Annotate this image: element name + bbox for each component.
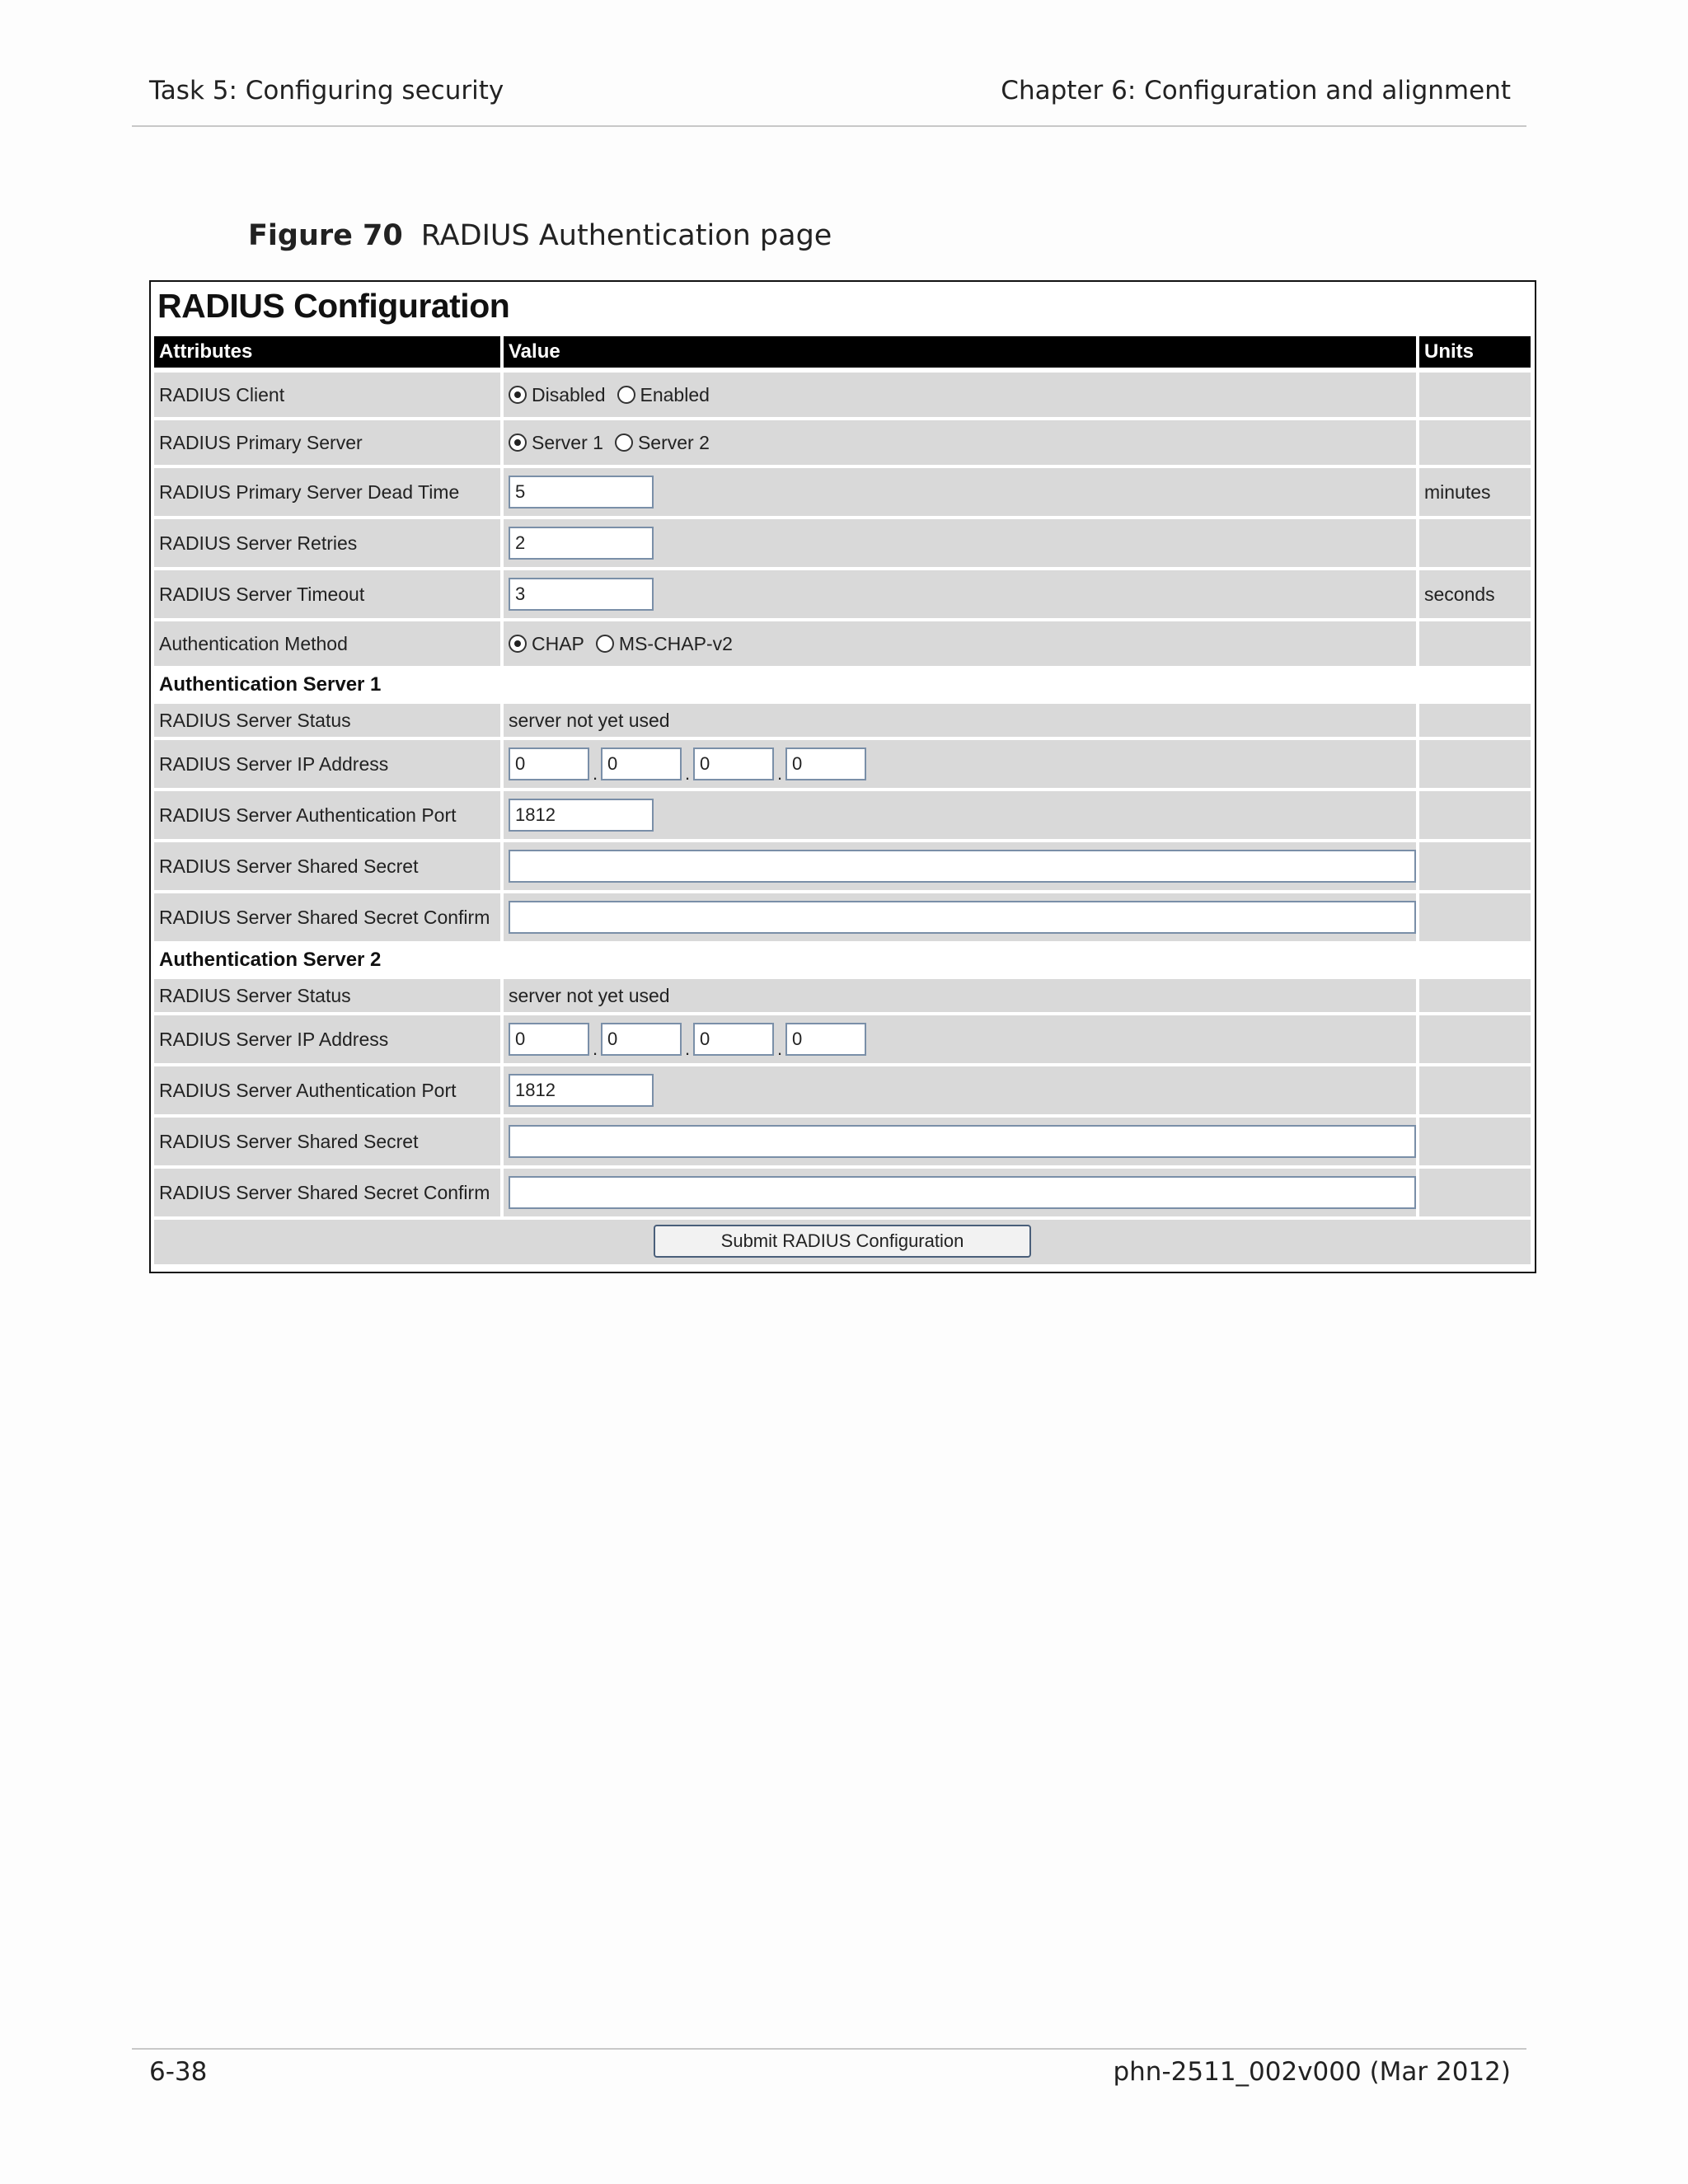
value-cell — [504, 1066, 1416, 1114]
ip-dot: . — [592, 1038, 598, 1059]
row-s1-ip — [154, 740, 1531, 788]
unit-cell — [1419, 1169, 1531, 1216]
attr-label: RADIUS Server IP Address — [154, 740, 500, 788]
col-units: Units — [1419, 336, 1531, 368]
value-cell — [504, 420, 1416, 465]
ip-dot: . — [684, 763, 691, 784]
figure-number: Figure 70 — [248, 219, 403, 252]
attr-label: RADIUS Primary Server Dead Time — [154, 468, 500, 516]
status-value: server not yet used — [504, 979, 1416, 1012]
attr-label: RADIUS Server Authentication Port — [154, 791, 500, 839]
radio-label: Disabled — [532, 383, 606, 405]
row-s1-port — [154, 791, 1531, 839]
unit-cell — [1419, 979, 1531, 1012]
attr-label: RADIUS Server Shared Secret Confirm — [154, 893, 500, 941]
row-timeout — [154, 570, 1531, 618]
unit-cell — [1419, 1118, 1531, 1165]
page-number: 6-38 — [149, 2057, 208, 2087]
section-server-1 — [154, 669, 1531, 701]
table-header-row — [154, 336, 1531, 368]
ip-dot: . — [684, 1038, 691, 1059]
value-cell — [504, 1169, 1416, 1216]
dead-time-input[interactable]: 5 — [509, 476, 654, 509]
shared-secret-input[interactable] — [509, 850, 1416, 883]
ip-octet-2[interactable]: 0 — [601, 1023, 682, 1056]
unit-cell — [1419, 1015, 1531, 1063]
unit-label: seconds — [1419, 570, 1531, 618]
ip-dot: . — [776, 763, 783, 784]
attr-label: RADIUS Client — [154, 373, 500, 417]
row-s1-confirm — [154, 893, 1531, 941]
footer-rule — [132, 2048, 1526, 2050]
attr-label: RADIUS Server Shared Secret — [154, 842, 500, 890]
ip-octet-1[interactable]: 0 — [509, 1023, 589, 1056]
panel-title: RADIUS Configuration — [157, 287, 510, 325]
radio-empty-icon[interactable] — [617, 386, 635, 404]
page-header-chapter: Chapter 6: Configuration and alignment — [1001, 76, 1511, 105]
row-s2-port — [154, 1066, 1531, 1114]
row-s2-confirm — [154, 1169, 1531, 1216]
row-dead-time — [154, 468, 1531, 516]
attr-label: RADIUS Server Shared Secret Confirm — [154, 1169, 500, 1216]
radio-chap[interactable] — [509, 633, 584, 655]
row-s1-secret — [154, 842, 1531, 890]
figure-title: RADIUS Authentication page — [420, 219, 832, 252]
value-cell — [504, 740, 1416, 788]
ip-dot: . — [776, 1038, 783, 1059]
radio-label: Enabled — [640, 383, 710, 405]
radio-label: MS-CHAP-v2 — [618, 632, 733, 654]
section-heading: Authentication Server 1 — [159, 669, 381, 701]
shared-secret-input[interactable] — [509, 1125, 1416, 1158]
auth-port-input[interactable]: 1812 — [509, 1074, 654, 1107]
unit-cell — [1419, 740, 1531, 788]
unit-cell — [1419, 373, 1531, 417]
timeout-input[interactable]: 3 — [509, 578, 654, 611]
unit-cell — [1419, 1066, 1531, 1114]
status-value: server not yet used — [504, 704, 1416, 737]
radio-ms-chap-v2[interactable] — [596, 633, 733, 655]
radio-empty-icon[interactable] — [596, 635, 614, 653]
attr-label: RADIUS Server Retries — [154, 519, 500, 567]
value-cell — [504, 468, 1416, 516]
unit-cell — [1419, 420, 1531, 465]
header-rule — [132, 125, 1526, 127]
figure-caption — [248, 219, 832, 252]
attr-label: RADIUS Server Timeout — [154, 570, 500, 618]
value-cell — [504, 1118, 1416, 1165]
value-cell — [504, 842, 1416, 890]
ip-dot: . — [592, 763, 598, 784]
ip-octet-3[interactable]: 0 — [693, 748, 774, 780]
row-radius-client — [154, 373, 1531, 417]
radio-selected-icon[interactable] — [509, 434, 527, 452]
unit-cell — [1419, 621, 1531, 666]
page-header-section: Task 5: Configuring security — [149, 76, 504, 105]
radio-label: Server 1 — [532, 431, 603, 453]
col-value: Value — [504, 336, 1416, 368]
submit-radius-button[interactable]: Submit RADIUS Configuration — [654, 1225, 1031, 1258]
section-server-2 — [154, 944, 1531, 976]
radio-selected-icon[interactable] — [509, 635, 527, 653]
document-id: phn-2511_002v000 (Mar 2012) — [1113, 2057, 1511, 2087]
page-header — [149, 76, 1511, 114]
ip-octet-3[interactable]: 0 — [693, 1023, 774, 1056]
retries-input[interactable]: 2 — [509, 527, 654, 560]
row-auth-method — [154, 621, 1531, 666]
attr-label: RADIUS Server Status — [154, 979, 500, 1012]
attr-label: RADIUS Server Authentication Port — [154, 1066, 500, 1114]
radio-empty-icon[interactable] — [615, 434, 633, 452]
shared-secret-confirm-input[interactable] — [509, 901, 1416, 934]
unit-cell — [1419, 893, 1531, 941]
ip-octet-4[interactable]: 0 — [785, 1023, 866, 1056]
radio-disabled[interactable] — [509, 384, 606, 406]
radio-selected-icon[interactable] — [509, 386, 527, 404]
radio-server-1[interactable] — [509, 432, 603, 454]
row-s1-status — [154, 704, 1531, 737]
auth-port-input[interactable]: 1812 — [509, 799, 654, 832]
shared-secret-confirm-input[interactable] — [509, 1176, 1416, 1209]
ip-octet-4[interactable]: 0 — [785, 748, 866, 780]
radio-label: Server 2 — [637, 431, 710, 453]
unit-cell — [1419, 704, 1531, 737]
section-heading: Authentication Server 2 — [159, 944, 381, 976]
value-cell — [504, 893, 1416, 941]
row-primary-server — [154, 420, 1531, 465]
value-cell — [504, 519, 1416, 567]
unit-cell — [1419, 519, 1531, 567]
attr-label: RADIUS Primary Server — [154, 420, 500, 465]
value-cell — [504, 621, 1416, 666]
attr-label: Authentication Method — [154, 621, 500, 666]
radio-server-2[interactable] — [615, 432, 710, 454]
row-retries — [154, 519, 1531, 567]
submit-row — [154, 1220, 1531, 1264]
value-cell — [504, 373, 1416, 417]
ip-octet-1[interactable]: 0 — [509, 748, 589, 780]
unit-cell — [1419, 791, 1531, 839]
col-attributes: Attributes — [154, 336, 500, 368]
radio-label: CHAP — [532, 632, 584, 654]
value-cell — [504, 570, 1416, 618]
radius-config-screenshot — [149, 280, 1536, 1273]
row-s2-secret — [154, 1118, 1531, 1165]
page-footer — [149, 2057, 1511, 2095]
unit-cell — [1419, 842, 1531, 890]
unit-label: minutes — [1419, 468, 1531, 516]
value-cell — [504, 791, 1416, 839]
row-s2-ip — [154, 1015, 1531, 1063]
ip-octet-2[interactable]: 0 — [601, 748, 682, 780]
attr-label: RADIUS Server IP Address — [154, 1015, 500, 1063]
radio-enabled[interactable] — [617, 384, 710, 406]
row-s2-status — [154, 979, 1531, 1012]
attr-label: RADIUS Server Status — [154, 704, 500, 737]
attr-label: RADIUS Server Shared Secret — [154, 1118, 500, 1165]
value-cell — [504, 1015, 1416, 1063]
